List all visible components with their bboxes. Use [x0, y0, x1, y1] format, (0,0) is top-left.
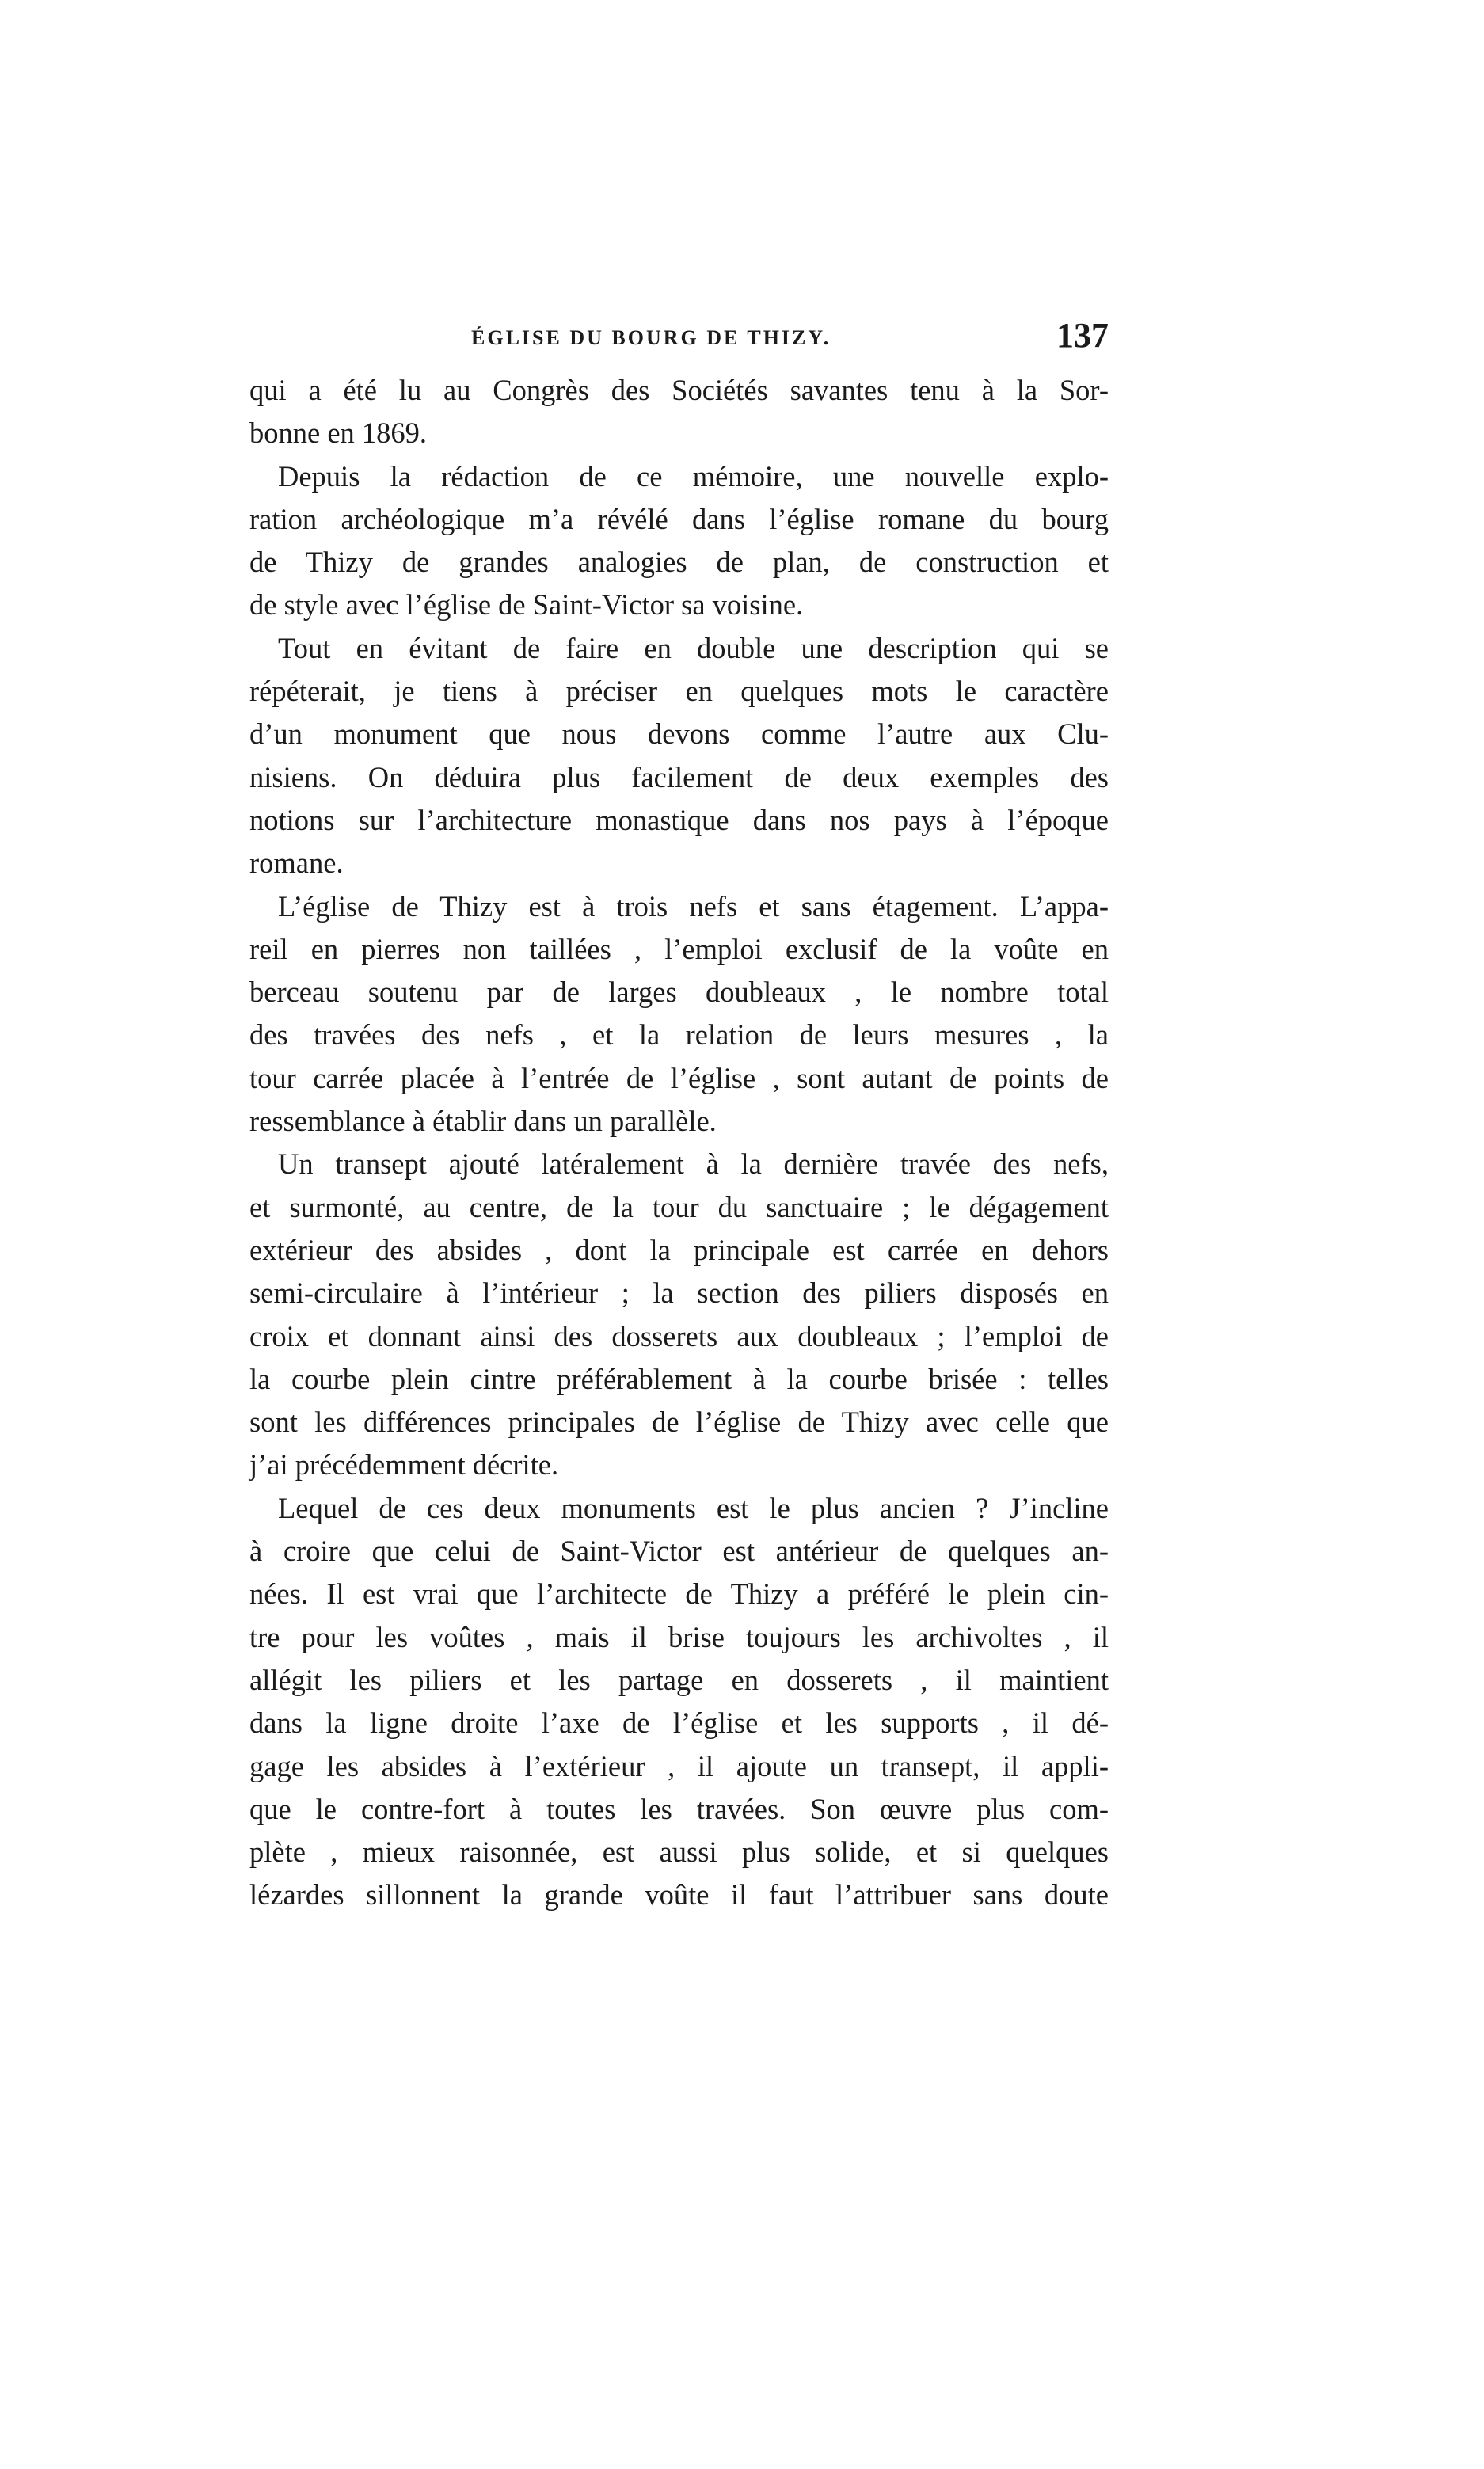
running-head	[245, 315, 1109, 363]
text-line: lézardes sillonnent la grande voûte il faut l’attribuer sans doute	[249, 1878, 1109, 1912]
paragraph-first-line: Un transept ajouté latéralement à la dernière travée des nefs,	[278, 1147, 1109, 1181]
text-line: tour carrée placée à l’entrée de l’église , sont autant de points de	[249, 1061, 1109, 1094]
text-line: à croire que celui de Saint-Victor est antérieur de quelques an-	[249, 1535, 1109, 1568]
text-line: gage les absides à l’extérieur , il ajoute un transept, il appli-	[249, 1749, 1109, 1782]
text-line: nisiens. On déduira plus facilement de deux exemples des	[249, 760, 1109, 793]
text-line: de Thizy de grandes analogies de plan, de construction et	[249, 546, 1109, 579]
body-text	[249, 369, 1109, 1917]
text-line: j’ai précédemment décrite.	[249, 1448, 559, 1482]
text-line: allégit les piliers et les partage en dosserets , il maintient	[249, 1663, 1109, 1696]
text-line: qui a été lu au Congrès des Sociétés savantes tenu à la Sor-	[249, 374, 1109, 406]
text-line: répéterait, je tiens à préciser en quelques mots le caractère	[249, 675, 1109, 708]
text-line: ration archéologique m’a révélé dans l’église romane du bourg	[249, 502, 1109, 535]
text-line: de style avec l’église de Saint-Victor sa voisine.	[249, 588, 804, 622]
text-line: et surmonté, au centre, de la tour du sanctuaire ; le dégagement	[249, 1190, 1109, 1223]
running-title: ÉGLISE DU BOURG DE THIZY.	[471, 326, 831, 349]
paragraph-first-line: Lequel de ces deux monuments est le plus ancien ? J’incline	[278, 1491, 1109, 1524]
paragraph-first-line: Tout en évitant de faire en double une description qui se	[278, 631, 1109, 664]
text-line: bonne en 1869.	[249, 417, 428, 450]
text-line: notions sur l’architecture monastique dans nos pays à l’époque	[249, 803, 1109, 836]
paragraph-first-line: L’église de Thizy est à trois nefs et sans étagement. L’appa-	[278, 889, 1109, 923]
text-line: nées. Il est vrai que l’architecte de Thizy a préféré le plein cin-	[249, 1577, 1109, 1611]
text-line: que le contre-fort à toutes les travées. Son œuvre plus com-	[249, 1792, 1109, 1825]
text-line: romane.	[249, 846, 344, 880]
text-line: ressemblance à établir dans un parallèle.	[249, 1105, 717, 1138]
text-line: semi-circulaire à l’intérieur ; la section des piliers disposés en	[249, 1276, 1109, 1310]
paragraph-first-line: Depuis la rédaction de ce mémoire, une nouvelle explo-	[278, 459, 1109, 493]
text-line: des travées des nefs , et la relation de leurs mesures , la	[249, 1018, 1109, 1052]
text-line: sont les différences principales de l’église de Thizy avec celle que	[249, 1406, 1109, 1439]
text-line: berceau soutenu par de larges doubleaux , le nombre total	[249, 976, 1109, 1009]
text-line: croix et donnant ainsi des dosserets aux doubleaux ; l’emploi de	[249, 1319, 1109, 1352]
text-line: d’un monument que nous devons comme l’autre aux Clu-	[249, 717, 1109, 751]
text-line: dans la ligne droite l’axe de l’église et les supports , il dé-	[249, 1706, 1109, 1740]
text-line: plète , mieux raisonnée, est aussi plus solide, et si quelques	[249, 1836, 1109, 1869]
text-line: extérieur des absides , dont la principale est carrée en dehors	[249, 1233, 1109, 1266]
text-line: tre pour les voûtes , mais il brise toujours les archivoltes , il	[249, 1620, 1109, 1653]
page-number: 137	[1056, 316, 1109, 355]
text-line: reil en pierres non taillées , l’emploi exclusif de la voûte en	[249, 932, 1109, 965]
text-line: la courbe plein cintre préférablement à la courbe brisée : telles	[249, 1362, 1109, 1395]
